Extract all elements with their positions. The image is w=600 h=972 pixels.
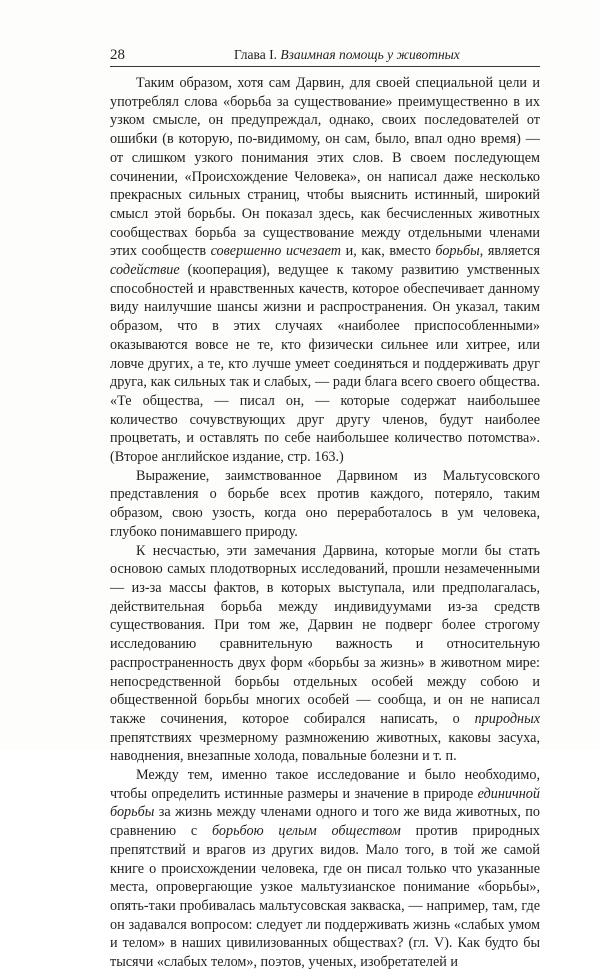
text-run: Между тем, именно такое исследование и было необходимо, чтобы определить истинные размеры и значение в природе (110, 767, 540, 802)
italic-phrase: единичной борьбы (110, 785, 540, 821)
italic-phrase: совершенно исчезает (210, 243, 342, 260)
text-run: и, как, вместо (341, 243, 436, 260)
text-run: против природных препятствий и врагов из других видов. Мало того, в той же самой книге о происхождении человека, где он писал только что указанные места, опровергающие узкое мальтузианское понимание «борьбы», опять-таки пробивалась мальтусовская закваска, — например, там, где он задавался вопросом: следует ли поддерживать жизнь «слабых умом и телом» в наших цивилизованных обществах? (гл. V). Как будто бы тысячи «слабых телом», поэтов, ученых, изобретателей и (110, 823, 540, 971)
paragraph-2 (110, 467, 540, 542)
text-run: Таким образом, хотя сам Дарвин, для своей специальной цели и употреблял слова «борьба за существование» преимущественно в их узком смысле, он предупреждал, однако, своих последователей от ошибки (в которую, по-видимому, он сам, было, впал одно время) — от слишком узкого понимания этих слов. В своем последующем сочинении, «Происхождение Человека», он написал даже несколько прекрасных сильных страниц, чтобы выяснить истинный, широкий смысл этой борьбы. Он показал здесь, как бесчисленных животных сообществах борьба за существование между отдельными членами этих сообществ (110, 75, 540, 260)
chapter-title: Взаимная помощь у животных (280, 47, 460, 62)
italic-phrase: борьбою целым обществом (211, 823, 401, 840)
text-run: за жизнь между членами одного и того же вида животных, по сравнению с (110, 804, 540, 840)
text-run: К несчастью, эти замечания Дарвина, которые могли бы стать основою самых плодотворных исследований, прошли незамеченными — из-за массы фактов, в которых выступала, или предполагалась, действительная борьба между индивидуумами из-за средств существования. При том же, Дарвин не подверг более строгому исследованию сравнительную важность и относительную распространенность двух форм «борьбы за жизнь» в животном мире: непосредственной борьбы отдельных особей между собою и общественной борьбы многих особей — сообща, и он не написал также сочинения, которое собирался написать, о (110, 542, 540, 727)
text-run: Выражение, заимствованное Дарвином из Мальтусовского представления о борьбе всех против каждого, потеряло, таким образом, свою узость, когда оно переработалось в ум человека, глубоко понимавшего природу. (110, 467, 540, 540)
running-header (110, 44, 540, 67)
page-number: 28 (110, 47, 125, 63)
text-run: препятствиях чрезмерному размножению животных, каковы засуха, наводнения, внезапные холода, повальные болезни и т. п. (110, 729, 540, 765)
paragraph-1 (110, 74, 540, 467)
text-run: (кооперация), ведущее к такому развитию умственных способностей и нравственных качеств, которое обеспечивает данному виду наилучшие шансы жизни и распространения. Он указал, таким образом, что в этих случаях «наиболее приспособленными» оказываются вовсе не те, кто физически сильнее или хитрее, или ловче других, а те, кто лучше умеет соединяться и поддерживать друг друга, как сильных так и слабых, — ради блага всего своего общества. «Те общества, — писал он, — которые содержат наибольшее количество сочувствующих друг другу членов, будут наиболее процветать, и оставлять по себе наибольшее количество потомства». (Второе английское издание, стр. 163.) (110, 262, 540, 466)
italic-phrase: содействие (110, 262, 180, 279)
text-run: , является (479, 243, 540, 260)
paragraph-3 (110, 542, 540, 766)
chapter-heading (234, 47, 460, 63)
italic-phrase: борьбы (435, 243, 480, 260)
paragraph-4 (110, 766, 540, 972)
chapter-number: Глава I. (234, 47, 277, 62)
italic-phrase: природных (474, 710, 540, 727)
body-text (110, 74, 540, 972)
